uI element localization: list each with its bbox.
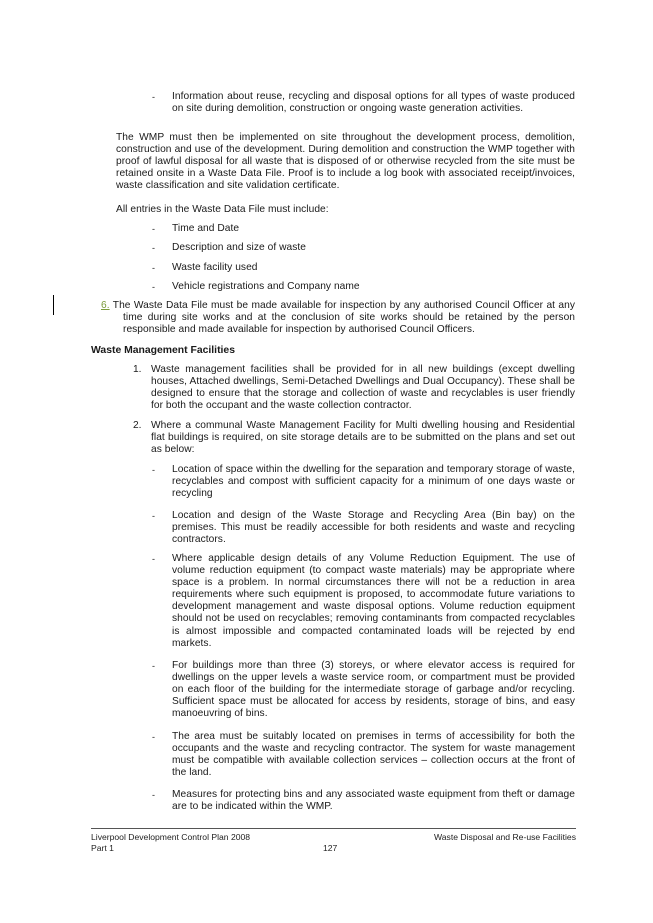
bullet-mark: - [152,790,155,800]
item-6-number: 6. [101,300,110,311]
sub-bullet-text: For buildings more than three (3) storeys, or where elevator access is required for dwellings on the upper levels a waste service room, or compartment must be provided on each floor of the building for the intermediate storage of garbage and/or recycling. Sufficient space must be allocated for access by residents, storage of bins, and easy manoeuvring of bins. [172,660,575,720]
entry-text: Time and Date [172,223,240,234]
sub-bullet [152,731,575,779]
footer-title: Liverpool Development Control Plan 2008 [91,832,251,842]
sub-bullet-text: Location of space within the dwelling for the separation and temporary storage of waste, recyclables and compost with sufficient capacity for a minimum of one days waste or recycling [172,464,575,500]
numbered-item-text: Where a communal Waste Management Facility for Multi dwelling housing and Residential flat buildings is required, on site storage details are to be submitted on the plans and set out as below: [151,420,575,456]
item-6-block [101,300,575,336]
sub-bullet [152,553,575,650]
footer-part: Part 1 [91,843,114,853]
entries-intro: All entries in the Waste Data File must include: [116,204,329,215]
revision-change-bar [53,295,54,315]
top-bullet [152,91,575,115]
bullet-mark: - [152,465,155,475]
sub-bullet [152,660,575,720]
entries-intro-block [116,204,575,216]
entry-item [152,262,575,274]
bullet-mark: - [152,511,155,521]
sub-bullet-text: Measures for protecting bins and any associated waste equipment from theft or damage are to be indicated within the WMP. [172,789,575,813]
entry-item [152,242,575,254]
bullet-mark: - [152,554,155,564]
wmp-paragraph-block [116,132,575,192]
bullet-mark: - [152,224,155,234]
bullet-mark: - [152,661,155,671]
bullet-mark: - [152,732,155,742]
item-6-text: The Waste Data File must be made available for inspection by any authorised Council Officer at any time during site works and at the conclusion of site works should be retained by the person responsible and made available for inspection by authorised Council Officers. [112,300,575,336]
sub-bullet-text: Location and design of the Waste Storage and Recycling Area (Bin bay) on the premises. This must be readily accessible for both residents and waste and recycling contractors. [172,510,575,546]
wmp-paragraph: The WMP must then be implemented on site throughout the development process, demolition, construction and use of the development. During demolition and construction the WMP together with proof of lawful disposal for all waste that is disposed of or otherwise recycled from the site must be retained onsite in a Waste Data File. Proof is to include a log book with associated receipt/invoices, waste classification and site validation certificate. [116,132,575,192]
bullet-mark: - [152,282,155,292]
bullet-mark: - [152,92,155,102]
sub-bullet [152,510,575,546]
sub-bullet [152,464,575,500]
section-heading-block [91,345,571,357]
numbered-item-text: Waste management facilities shall be provided for in all new buildings (except dwelling houses, Attached dwellings, Semi-Detached Dwellings and Dual Occupancy). These shall be designed to ensure that the storage and collection of waste and recyclables is user friendly for both the occupant and the waste collection contractor. [151,364,575,412]
bullet-mark: - [152,243,155,253]
numbered-item [133,420,575,456]
entry-text: Vehicle registrations and Company name [172,281,360,292]
bullet-mark: - [152,263,155,273]
top-bullet-text: Information about reuse, recycling and disposal options for all types of waste produced on site during demolition, construction or ongoing waste generation activities. [172,91,575,115]
entry-text: Waste facility used [172,262,258,273]
item-6-paragraph [101,300,575,336]
entry-text: Description and size of waste [172,242,306,253]
footer-rule [91,828,576,829]
sub-bullet-text: Where applicable design details of any Volume Reduction Equipment. The use of volume reduction equipment (to compact waste materials) may be appropriate where space is a problem. In normal circumstances there will not be a reduction in area requirements where such equipment is proposed, to accommodate future variations to development management and waste disposal options. Volume reduction equipment should not be used on recyclables; removing contaminants from compacted recyclables is almost impossible and compacted contaminated loads will be rejected by end markets. [172,553,575,649]
section-heading: Waste Management Facilities [91,345,235,356]
footer-page-number: 127 [323,843,338,853]
sub-bullet [152,789,575,813]
sub-bullet-text: The area must be suitably located on premises in terms of accessibility for both the occupants and the waste and recycling contractor. The system for waste management must be compatible with available collection services – collection occurs at the front of the land. [172,731,575,779]
footer-section: Waste Disposal and Re-use Facilities [433,832,576,842]
entry-item [152,281,575,293]
numbered-item [133,364,575,412]
item-number: 1. [133,364,142,375]
entry-item [152,223,575,235]
item-number: 2. [133,420,142,431]
